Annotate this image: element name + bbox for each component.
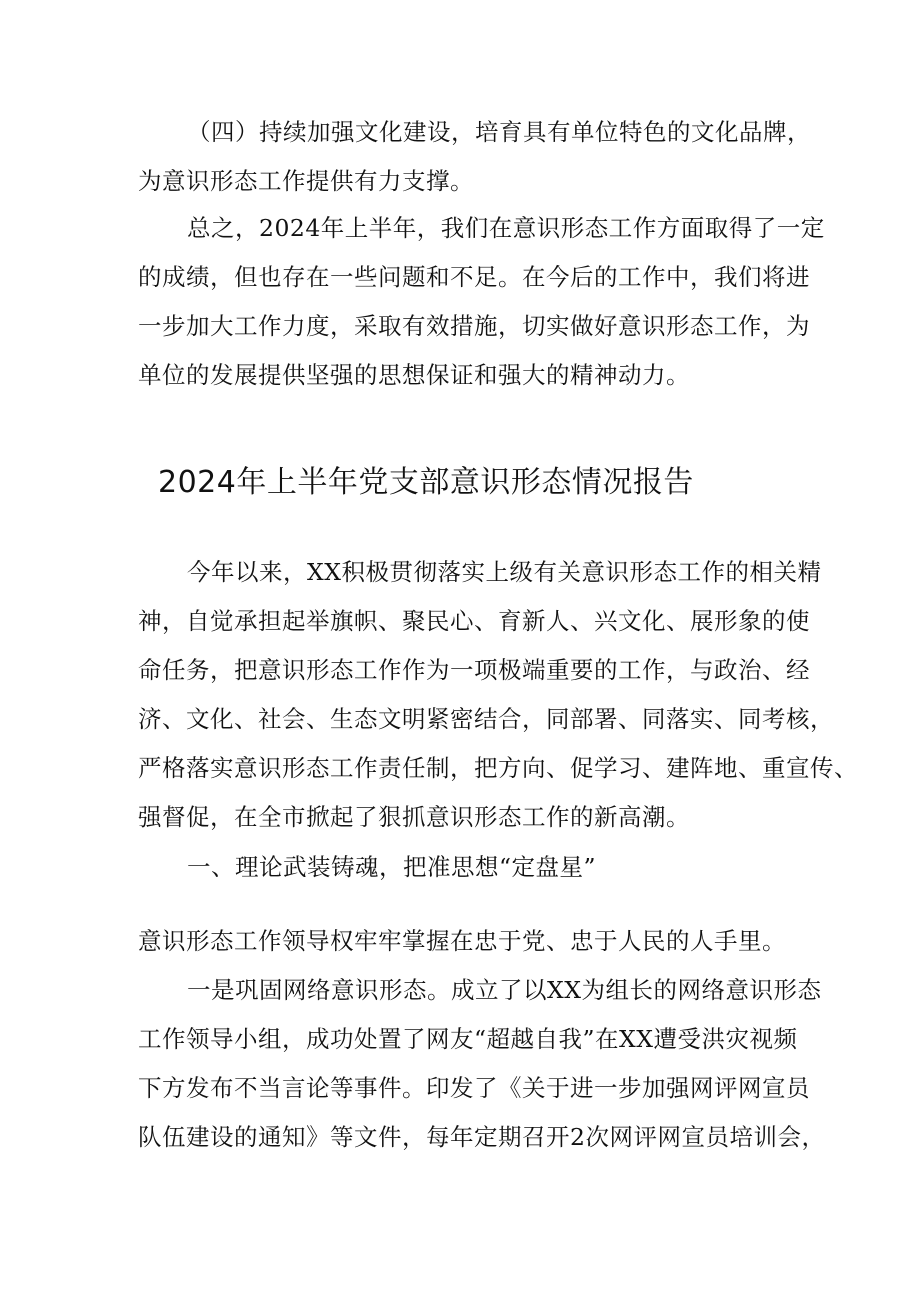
paragraph-line: （四）持续加强文化建设，培育具有单位特色的文化品牌， — [187, 118, 811, 146]
paragraph-line: 今年以来，XX积极贯彻落实上级有关意识形态工作的相关精 — [187, 558, 822, 586]
paragraph-line: 严格落实意识形态工作责任制，把方向、促学习、建阵地、重宣传、 — [138, 754, 858, 782]
paragraph-line: 济、文化、社会、生态文明紧密结合，同部署、同落实、同考核， — [138, 705, 834, 733]
paragraph-line: 工作领导小组，成功处置了网友“超越自我”在XX遭受洪灾视频 — [138, 1025, 798, 1053]
paragraph-line: 意识形态工作领导权牢牢掌握在忠于党、忠于人民的人手里。 — [138, 927, 786, 955]
paragraph-line: 总之，2024年上半年，我们在意识形态工作方面取得了一定 — [187, 214, 825, 242]
paragraph-line: 命任务，把意识形态工作作为一项极端重要的工作，与政治、经 — [138, 656, 810, 684]
paragraph-line: 神，自觉承担起举旗帜、聚民心、育新人、兴文化、展形象的使 — [138, 607, 810, 635]
section-heading: 一、理论武装铸魂，把准思想“定盘星” — [187, 853, 597, 881]
paragraph-line: 下方发布不当言论等事件。印发了《关于进一步加强网评网宣员 — [138, 1074, 810, 1102]
paragraph-line: 为意识形态工作提供有力支撑。 — [138, 167, 474, 195]
report-title: 2024年上半年党支部意识形态情况报告 — [158, 465, 694, 500]
paragraph-line: 一是巩固网络意识形态。成立了以XX为组长的网络意识形态 — [187, 976, 822, 1004]
paragraph-line: 队伍建设的通知》等文件，每年定期召开2次网评网宣员培训会， — [138, 1123, 826, 1151]
paragraph-line: 的成绩，但也存在一些问题和不足。在今后的工作中，我们将进 — [138, 263, 810, 291]
paragraph-line: 单位的发展提供坚强的思想保证和强大的精神动力。 — [138, 361, 690, 389]
paragraph-line: 强督促，在全市掀起了狠抓意识形态工作的新高潮。 — [138, 803, 690, 831]
paragraph-line: 一步加大工作力度，采取有效措施，切实做好意识形态工作，为 — [138, 312, 810, 340]
